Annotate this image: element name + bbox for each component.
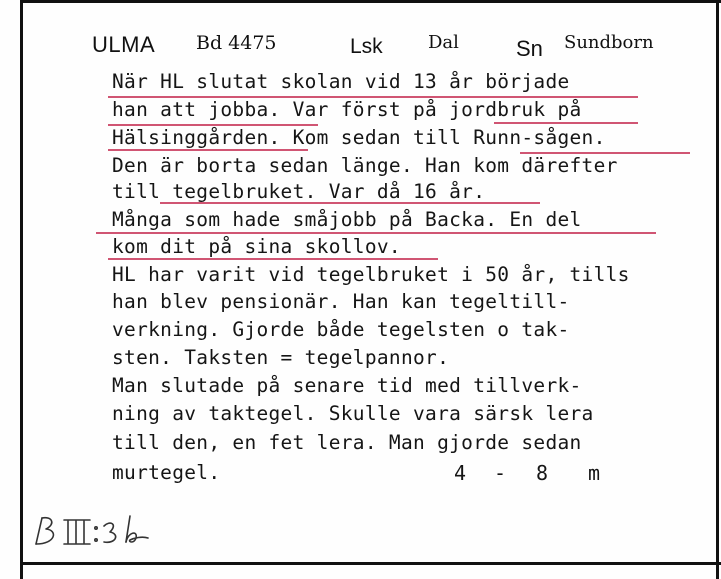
page-ref-start: 4 xyxy=(454,461,467,485)
text-line-7: kom dit på sina skollov. xyxy=(112,235,401,258)
underline-7 xyxy=(96,232,656,234)
text-line-11: sten. Taksten = tegelpannor. xyxy=(112,346,450,369)
text-line-10: verkning. Gjorde både tegelsten o tak- xyxy=(112,318,570,341)
text-line-14: till den, en fet lera. Man gjorde sedan xyxy=(112,431,582,454)
text-line-4: Den är borta sedan länge. Han kom därefter xyxy=(112,154,618,177)
header-ulma: ULMA xyxy=(92,32,156,57)
text-line-3: Hälsinggården. Kom sedan till Runn-sågen. xyxy=(112,126,606,149)
page-ref-dash: - xyxy=(494,461,507,485)
text-line-9: han blev pensionär. Han kan tegeltill- xyxy=(112,290,570,313)
card-border-right xyxy=(716,0,719,579)
text-line-8: HL har varit vid tegelbruket i 50 år, tills xyxy=(112,263,630,286)
underline-8 xyxy=(108,258,438,260)
card-border-bottom xyxy=(20,562,721,565)
text-line-5: till tegelbruket. Var då 16 år. xyxy=(112,180,486,203)
header-sn-label: Sn xyxy=(516,36,543,61)
header-lsk-label: Lsk xyxy=(350,35,383,58)
text-line-1: När HL slutat skolan vid 13 år började xyxy=(112,70,570,93)
underline-3 xyxy=(494,122,638,124)
header-parish-value: Sundborn xyxy=(564,32,654,53)
header-landscape-value: Dal xyxy=(428,32,459,53)
text-line-6: Många som hade småjobb på Backa. En del xyxy=(112,208,582,231)
card-border-top xyxy=(20,0,721,3)
handwritten-signature-icon xyxy=(30,512,160,552)
card-border-left xyxy=(20,0,23,579)
text-line-13: ning av taktegel. Skulle vara särsk lera xyxy=(112,402,594,425)
text-line-12: Man slutade på senare tid med tillverk- xyxy=(112,374,582,397)
text-line-2: han att jobba. Var först på jordbruk på xyxy=(112,98,582,121)
header-bd-number: Bd 4475 xyxy=(196,32,277,54)
page-ref-end: 8 xyxy=(536,461,549,485)
underline-4 xyxy=(108,149,308,151)
page-ref-unit: m xyxy=(588,461,601,485)
text-line-15: murtegel. xyxy=(112,461,221,484)
